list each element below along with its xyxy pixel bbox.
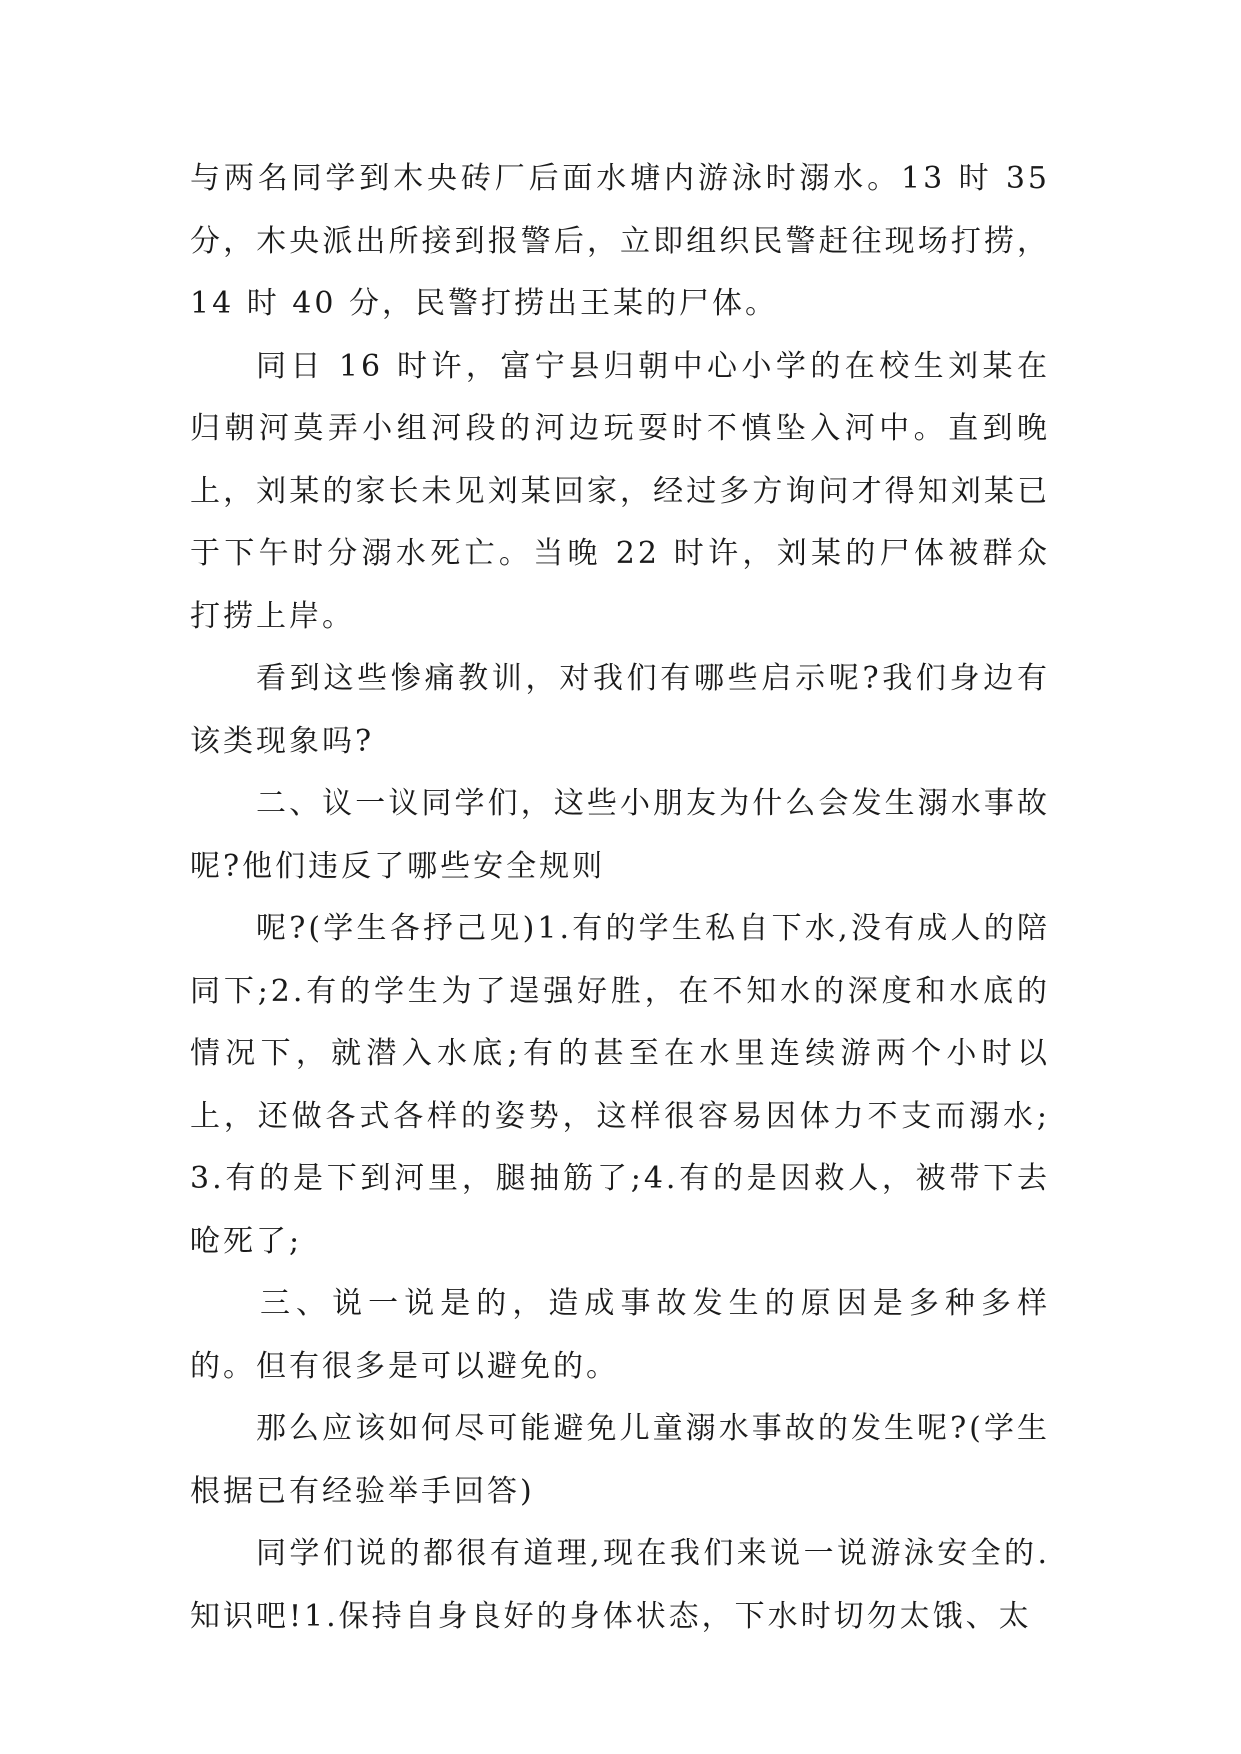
paragraph-safety-knowledge: 同学们说的都很有道理,现在我们来说一说游泳安全的.知识吧!1.保持自身良好的身体状态，下水时切勿太饿、太: [190, 1536, 1050, 1634]
paragraph-section-two-heading: 二、议一议同学们，这些小朋友为什么会发生溺水事故呢?他们违反了哪些安全规则: [190, 786, 1050, 884]
paragraph-drowning-wang: 与两名同学到木央砖厂后面水塘内游泳时溺水。13 时 35 分，木央派出所接到报警后，立即组织民警赶往现场打捞，14 时 40 分，民警打捞出王某的尸体。: [190, 161, 1050, 321]
document-page: [190, 148, 1050, 1648]
paragraph-section-three-heading: 三、说一说是的，造成事故发生的原因是多种多样的。但有很多是可以避免的。: [190, 1286, 1050, 1384]
paragraph-lessons-question: 看到这些惨痛教训，对我们有哪些启示呢?我们身边有该类现象吗?: [190, 661, 1050, 759]
paragraph-causes-list: 呢?(学生各抒己见)1.有的学生私自下水,没有成人的陪同下;2.有的学生为了逞强好胜，在不知水的深度和水底的情况下，就潜入水底;有的甚至在水里连续游两个小时以上，还做各式各样的姿势，这样很容易因体力不支而溺水;3.有的是下到河里，腿抽筋了;4.有的是因救人，被带下去呛死了;: [190, 911, 1050, 1259]
paragraph-drowning-liu: 同日 16 时许，富宁县归朝中心小学的在校生刘某在归朝河莫弄小组河段的河边玩耍时不慎坠入河中。直到晚上，刘某的家长未见刘某回家，经过多方询问才得知刘某已于下午时分溺水死亡。当晚 22 时许，刘某的尸体被群众打捞上岸。: [190, 348, 1050, 634]
paragraph-prevention-question: 那么应该如何尽可能避免儿童溺水事故的发生呢?(学生根据已有经验举手回答): [190, 1411, 1050, 1509]
